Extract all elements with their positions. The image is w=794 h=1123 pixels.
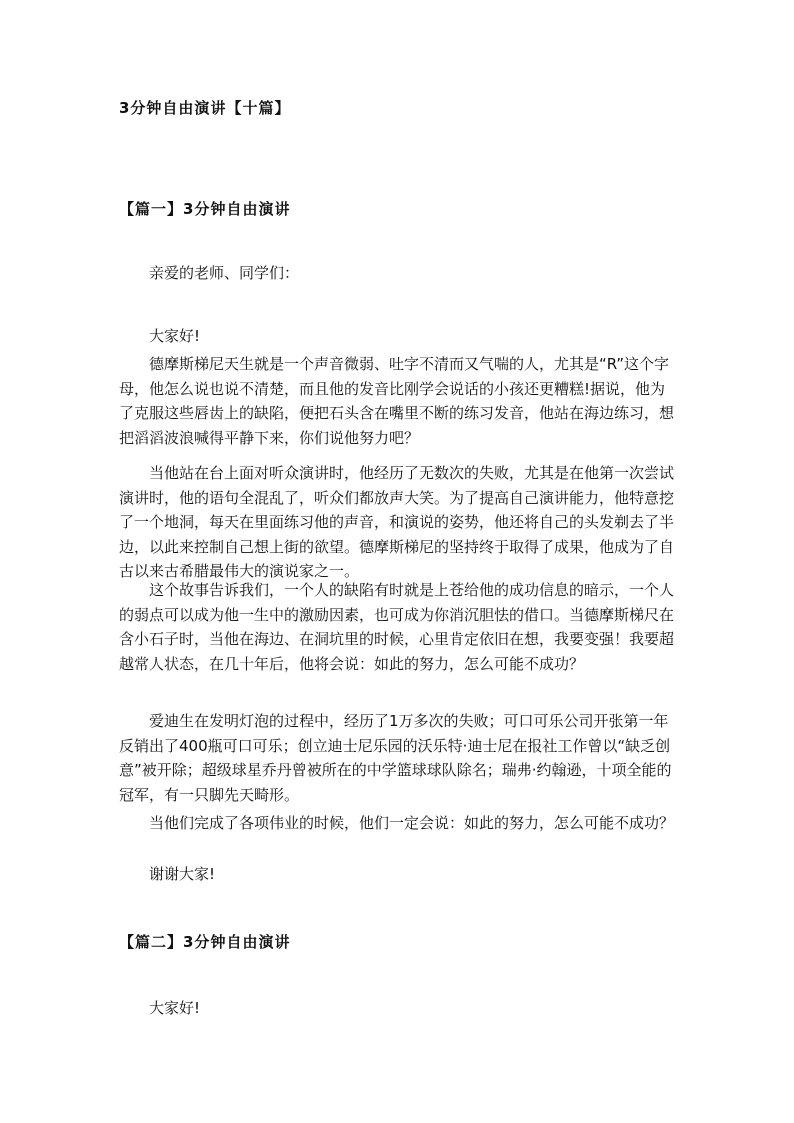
salutation-line: 大家好!: [149, 327, 201, 345]
section-heading-2: 【篇二】3分钟自由演讲: [119, 933, 291, 951]
body-paragraph-2: 当他站在台上面对听众演讲时，他经历了无数次的失败，尤其是在他第一次尝试演讲时，他的语句全混乱了，听众们都放声大笑。为了提高自己演讲能力，他特意挖了一个地洞，每天在里面练习他的声音，和演说的姿势，他还将自己的头发剃去了半边，以此来控制自己想上街的欲望。德摩斯梯尼的坚持终于取得了成果，他成为了自古以来古希腊最伟大的演说家之一。: [119, 464, 675, 580]
salutation-line-2: 大家好!: [149, 999, 201, 1017]
closing-line: 谢谢大家!: [149, 865, 216, 883]
document-title: 3分钟自由演讲【十篇】: [119, 99, 291, 117]
body-paragraph-5: 当他们完成了各项伟业的时候，他们一定会说：如此的努力，怎么可能不成功？: [149, 814, 675, 832]
body-paragraph-4: 爱迪生在发明灯泡的过程中，经历了1万多次的失败；可口可乐公司开张第一年反销出了400瓶可口可乐；创立迪士尼乐园的沃乐特·迪士尼在报社工作曾以“缺乏创意”被开除；超级球星乔丹曾被所在的中学篮球球队除名；瑞弗·约翰逊，十项全能的冠军，有一只脚先天畸形。: [119, 712, 672, 804]
body-paragraph-1: 德摩斯梯尼天生就是一个声音微弱、吐字不清而又气喘的人，尤其是“R”这个字母，他怎么说也说不清楚，而且他的发音比刚学会说话的小孩还更糟糕!据说，他为了克服这些唇齿上的缺陷，便把石头含在嘴里不断的练习发音，他站在海边练习，想把滔滔波浪喊得平静下来，你们说他努力吧？: [119, 355, 675, 447]
greeting-line: 亲爱的老师、同学们：: [149, 264, 300, 282]
body-paragraph-3: 这个故事告诉我们，一个人的缺陷有时就是上苍给他的成功信息的暗示，一个人的弱点可以成为他一生中的激励因素，也可成为你消沉胆怯的借口。当德摩斯梯尺在含小石子时，当他在海边、在洞坑里的时候，心里肯定依旧在想，我要变强！我要超越常人状态，在几十年后，他将会说：如此的努力，怎么可能不成功？: [119, 581, 675, 673]
section-heading-1: 【篇一】3分钟自由演讲: [119, 200, 291, 218]
